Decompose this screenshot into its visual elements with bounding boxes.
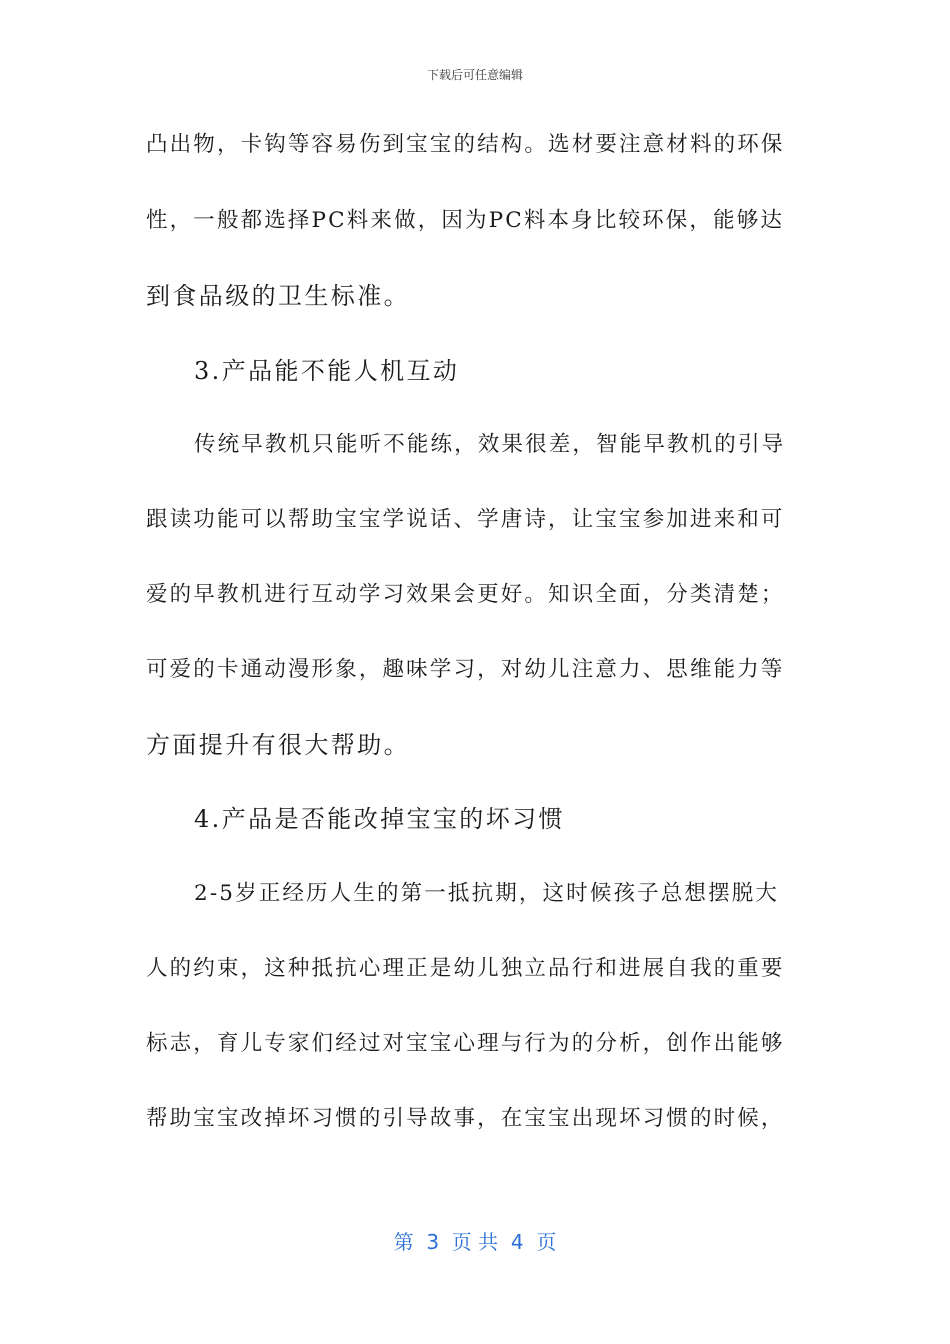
body-line: 可爱的卡通动漫形象，趣味学习，对幼儿注意力、思维能力等 [146,657,785,682]
body-line: 帮助宝宝改掉坏习惯的引导故事，在宝宝出现坏习惯的时候， [146,1106,785,1131]
body-line: 跟读功能可以帮助宝宝学说话、学唐诗，让宝宝参加进来和可 [146,507,785,532]
body-line: 标志，育儿专家们经过对宝宝心理与行为的分析，创作出能够 [146,1031,785,1056]
body-line: 2-5岁正经历人生的第一抵抗期，这时候孩子总想摆脱大 [194,881,780,906]
body-line: 方面提升有很大帮助。 [146,731,410,759]
section-heading: 3.产品能不能人机互动 [194,357,460,385]
body-line: 人的约束，这种抵抗心理正是幼儿独立品行和进展自我的重要 [146,956,785,981]
body-line: 性，一般都选择PC料来做，因为PC料本身比较环保，能够达 [146,208,785,233]
page-footer: 第 3 页 共 4 页 [393,1230,557,1254]
section-heading: 4.产品是否能改掉宝宝的坏习惯 [194,805,565,833]
body-line: 凸出物，卡钩等容易伤到宝宝的结构。选材要注意材料的环保 [146,132,785,157]
body-line: 到食品级的卫生标准。 [146,282,410,310]
body-line: 爱的早教机进行互动学习效果会更好。知识全面，分类清楚； [146,582,785,607]
page-header: 下载后可任意编辑 [426,68,523,82]
body-line: 传统早教机只能听不能练，效果很差，智能早教机的引导 [194,432,786,457]
